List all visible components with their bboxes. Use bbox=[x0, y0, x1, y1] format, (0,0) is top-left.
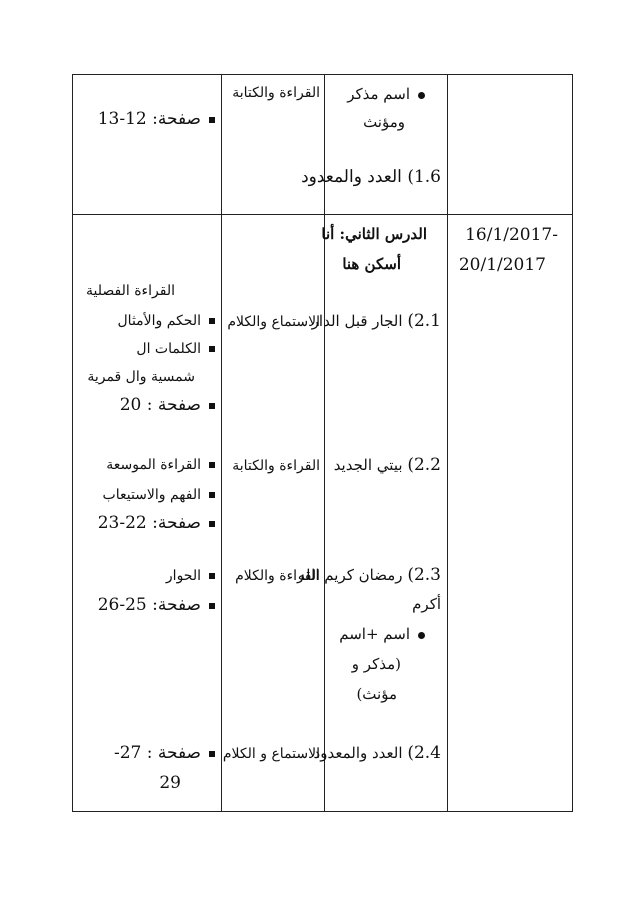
skill-cell bbox=[222, 215, 325, 812]
resource-item: الحكم والأمثال bbox=[118, 313, 216, 329]
resource-item: الحوار bbox=[166, 568, 215, 584]
skill-text: الاستماع والكلام bbox=[227, 314, 320, 330]
bullet-item-cont: ومؤنث bbox=[363, 113, 405, 131]
resource-item-cont: شمسية وال قمرية bbox=[87, 369, 195, 385]
page-ref: صفحة: 12-13 bbox=[98, 109, 215, 129]
date-end: 20/1/2017 bbox=[458, 255, 546, 275]
skill-text: القراءة والكلام bbox=[235, 568, 320, 584]
lesson-plan-table bbox=[72, 74, 573, 812]
lesson-title: الدرس الثاني: أنا bbox=[321, 225, 427, 243]
page-ref: صفحة: 25-26 bbox=[98, 595, 215, 615]
skill-text: الاستماع و الكلام bbox=[222, 746, 320, 762]
page-ref: صفحة : 20 bbox=[120, 395, 215, 415]
skill-text: القراءة والكتابة bbox=[232, 85, 320, 101]
bullet-item-cont: مؤنث) bbox=[356, 685, 397, 703]
bullet-dot-icon bbox=[418, 92, 425, 99]
skill-cell bbox=[222, 75, 325, 215]
lesson-item: 2.2) بيتي الجديد bbox=[333, 455, 441, 475]
square-bullet-icon bbox=[209, 603, 215, 609]
table-row bbox=[73, 215, 573, 812]
date-start: 16/1/2017- bbox=[465, 225, 558, 245]
page-ref: صفحة : 27- bbox=[114, 743, 215, 763]
lesson-item: 2.4) العدد والمعدود bbox=[313, 743, 441, 763]
bullet-item: اسم مذكر bbox=[347, 85, 425, 103]
page-ref-cont: 29 bbox=[159, 773, 181, 793]
resource-item: الكلمات ال bbox=[136, 341, 215, 357]
lesson-title-cont: أسكن هنا bbox=[342, 255, 401, 273]
lesson-item: 2.1) الجار قبل الدار bbox=[311, 311, 441, 331]
square-bullet-icon bbox=[209, 346, 215, 352]
resource-cell bbox=[73, 75, 222, 215]
date-cell bbox=[448, 215, 573, 812]
bullet-dot-icon bbox=[418, 632, 425, 639]
resource-item: القراءة الموسعة bbox=[106, 457, 215, 473]
lesson-item: 1.6) العدد والمعدود bbox=[301, 167, 441, 187]
square-bullet-icon bbox=[209, 117, 215, 123]
lesson-cell bbox=[301, 75, 448, 215]
lesson-cell bbox=[297, 215, 448, 812]
skill-text: القراءة والكتابة bbox=[232, 458, 320, 474]
square-bullet-icon bbox=[209, 462, 215, 468]
square-bullet-icon bbox=[209, 751, 215, 757]
bullet-item-cont: (مذكر و bbox=[351, 655, 401, 673]
table-row bbox=[73, 75, 573, 215]
square-bullet-icon bbox=[209, 403, 215, 409]
resource-cell bbox=[73, 215, 222, 812]
date-cell-empty bbox=[448, 75, 573, 215]
resource-heading: القراءة الفصلية bbox=[86, 283, 175, 299]
square-bullet-icon bbox=[209, 318, 215, 324]
square-bullet-icon bbox=[209, 492, 215, 498]
resource-item: الفهم والاستيعاب bbox=[103, 487, 215, 503]
bullet-item: اسم +اسم bbox=[339, 625, 425, 643]
lesson-item-cont: أكرم bbox=[412, 595, 441, 613]
lesson-item: 2.3) رمضان كريم الله bbox=[297, 565, 441, 585]
square-bullet-icon bbox=[209, 521, 215, 527]
page-ref: صفحة: 22-23 bbox=[98, 513, 215, 533]
square-bullet-icon bbox=[209, 573, 215, 579]
